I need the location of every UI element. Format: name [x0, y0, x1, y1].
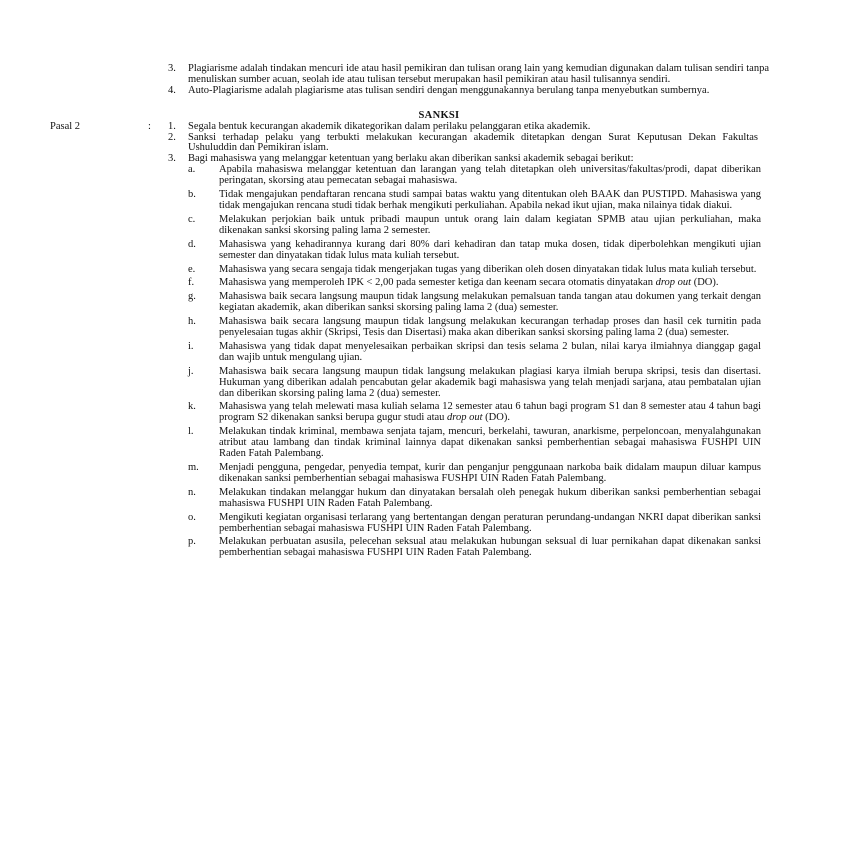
item-number: 3. [168, 153, 176, 165]
sanction-item-i [0, 342, 850, 364]
sanction-item-j [0, 367, 850, 400]
item-text [219, 402, 761, 424]
pasal-label: Pasal 2 [50, 120, 81, 132]
item-number: 1. [168, 120, 176, 132]
item-letter: o. [188, 511, 196, 523]
item-text: Menjadi pengguna, pengedar, penyedia tempat, kurir dan penganjur penggunaan narkoba baik didalam maupun diluar kampus dikenakan sanksi pemberhentian sebagai mahasiswa FUSHPI UIN Raden Fatah Palembang. [219, 462, 761, 484]
item-letter: k. [188, 401, 196, 413]
document-body [0, 64, 850, 559]
item-letter: j. [188, 365, 194, 377]
item-letter: h. [188, 316, 196, 328]
text-part: Mahasiswa yang memperoleh IPK < 2,00 pada semester ketiga dan keenam secara otomatis dinyatakan [219, 277, 656, 289]
sanction-item-c [0, 215, 850, 237]
item-text: Auto-Plagiarisme adalah plagiarisme atas tulisan sendiri dengan menggunakannya berulang tanpa menyebutkan sumbernya. [188, 84, 710, 96]
pasal-item [0, 133, 850, 155]
item-letter: a. [188, 164, 196, 176]
sanction-item-g [0, 292, 850, 314]
item-letter: e. [188, 263, 196, 275]
sanction-item-h [0, 317, 850, 339]
sanction-item-n [0, 488, 850, 510]
italic-term: drop out [655, 277, 692, 289]
item-letter: i. [188, 340, 194, 352]
item-letter: m. [188, 462, 199, 473]
sanction-item-a [0, 165, 850, 187]
item-text: Mahasiswa baik secara langsung maupun tidak langsung melakukan plagiasi karya ilmiah berupa skripsi, tesis dan disertasi. Hukuman yang diberikan adalah pencabutan gelar akademik bagi mahasiswa yang telah menjadi sarjana, atau pembatalan ujian dan diberikan skorsing paling lama 2 (dua) semester. [219, 365, 761, 399]
item-letter: f. [188, 277, 195, 289]
item-letter: b. [188, 189, 196, 201]
section-title: SANKSI [418, 109, 460, 121]
item-text: Melakukan tindak kriminal, membawa senjata tajam, mencuri, berkelahi, tawuran, anarkisme, perpeloncoan, menyalahgunakan atribut atau lambang dan tindak kriminal lainnya dapat dikenakan sanksi pemberhentian sebagai mahasiswa FUSHPI UIN Raden Fatah Palembang. [219, 426, 761, 460]
item-number: 3. [168, 63, 176, 74]
text-part: (DO). [482, 412, 510, 424]
intro-item [0, 64, 850, 86]
sanction-item-e [0, 265, 850, 276]
sanction-item-l [0, 427, 850, 460]
sanction-item-b [0, 190, 850, 212]
item-text: Segala bentuk kecurangan akademik dikategorikan dalam perilaku pelanggaran etika akademik. [188, 120, 591, 132]
sanction-item-f [0, 278, 850, 289]
item-text: Mahasiswa yang tidak dapat menyelesaikan perbaikan skripsi dan tesis selama 2 bulan, nilai karya ilmiahnya dianggap gagal dan wajib untuk mengulang ujian. [219, 340, 761, 363]
item-text: Melakukan tindakan melanggar hukum dan dinyatakan bersalah oleh penegak hukum diberikan sanksi pemberhentian sebagai mahasiswa FUSHPI UIN Raden Fatah Palembang. [219, 486, 761, 509]
item-text: Mengikuti kegiatan organisasi terlarang yang bertentangan dengan peraturan perundang-undangan NKRI dapat diberikan sanksi pemberhentian sebagai mahasiswa FUSHPI UIN Raden Fatah Palembang. [219, 511, 761, 534]
item-text: Melakukan perjokian baik untuk pribadi maupun untuk orang lain dalam kegiatan SPMB atau ujian perkuliahan, maka dikenakan sanksi skorsing paling lama 2 semester. [219, 213, 761, 236]
sanction-list [0, 165, 850, 559]
item-text: Mahasiswa baik secara langsung maupun tidak langsung melakukan kecurangan terhadap proses dan hasil cek turnitin pada penyelesaian tugas akhir (Skripsi, Tesis dan Disertasi) maka akan diberikan sanksi skorsing paling lama 2 (dua) semester. [219, 316, 761, 339]
sanction-item-p [0, 537, 850, 559]
item-text: Apabila mahasiswa melanggar ketentuan dan larangan yang telah ditetapkan oleh universitas/fakultas/prodi, dapat diberikan peringatan, skorsing atau pemecatan sebagai mahasiswa. [219, 164, 761, 187]
italic-term: drop out [447, 412, 483, 424]
item-number: 4. [168, 84, 176, 96]
item-number: 2. [168, 131, 176, 143]
item-text [219, 278, 761, 289]
item-letter: l. [188, 426, 194, 438]
item-text: Tidak mengajukan pendaftaran rencana studi sampai batas waktu yang ditentukan oleh BAAK dan PUSTIPD. Mahasiswa yang tidak mengajukan rencana studi tidak berhak mengikuti perkuliahan. Apabila nekad ikut ujian, maka nilainya tidak diakui. [219, 189, 761, 211]
item-text: Plagiarisme adalah tindakan mencuri ide atau hasil pemikiran dan tulisan orang lain yang kemudian digunakan dalam tulisan sendiri tanpa menuliskan sumber acuan, seolah ide atau tulisan tersebut merupakan hasil pemikiran atau hasil tulisannya sendiri. [188, 63, 769, 85]
pasal-2 [0, 122, 850, 560]
item-text: Melakukan perbuatan asusila, pelecehan seksual atau melakukan hubungan seksual di luar pernikahan dapat dikenakan sanksi pemberhentian sebagai mahasiswa FUSHPI UIN Raden Fatah Palembang. [219, 536, 761, 559]
text-part: (DO). [691, 277, 719, 289]
item-text: Mahasiswa yang secara sengaja tidak mengerjakan tugas yang diberikan oleh dosen dinyatakan tidak lulus mata kuliah tersebut. [219, 263, 757, 275]
sanction-item-d [0, 240, 850, 262]
item-text: Bagi mahasiswa yang melanggar ketentuan yang berlaku akan diberikan sanksi akademik sebagai berikut: [188, 153, 634, 165]
item-text: Mahasiswa yang kehadirannya kurang dari 80% dari kehadiran dan tatap muka dosen, tidak diperbolehkan mengikuti ujian semester dan dinyatakan tidak lulus mata kuliah tersebut. [219, 238, 761, 261]
item-letter: n. [188, 486, 196, 498]
item-letter: p. [188, 536, 196, 548]
item-text: Sanksi terhadap pelaku yang terbukti melakukan kecurangan akademik ditetapkan dengan Surat Keputusan Dekan Fakultas Ushuluddin dan Pemikiran islam. [188, 131, 758, 154]
sanction-item-k [0, 402, 850, 424]
item-letter: d. [188, 238, 196, 250]
text-part: Mahasiswa yang telah melewati masa kuliah selama 12 semester atau 6 tahun bagi program S1 dan 8 semester atau 4 tahun bagi program S2 dikenakan sanksi berupa gugur studi atau [219, 401, 761, 424]
sanction-item-m [0, 463, 850, 485]
intro-item [0, 86, 850, 97]
item-text: Mahasiswa baik secara langsung maupun tidak langsung melakukan pemalsuan tanda tangan atau dokumen yang terkait dengan kegiatan akademik, akan diberikan sanksi skorsing paling lama 2 (dua) semester. [219, 291, 761, 314]
item-letter: g. [188, 291, 196, 303]
item-letter: c. [188, 213, 196, 225]
pasal-colon: : [148, 120, 151, 132]
pasal-item [0, 122, 850, 133]
sanction-item-o [0, 513, 850, 535]
